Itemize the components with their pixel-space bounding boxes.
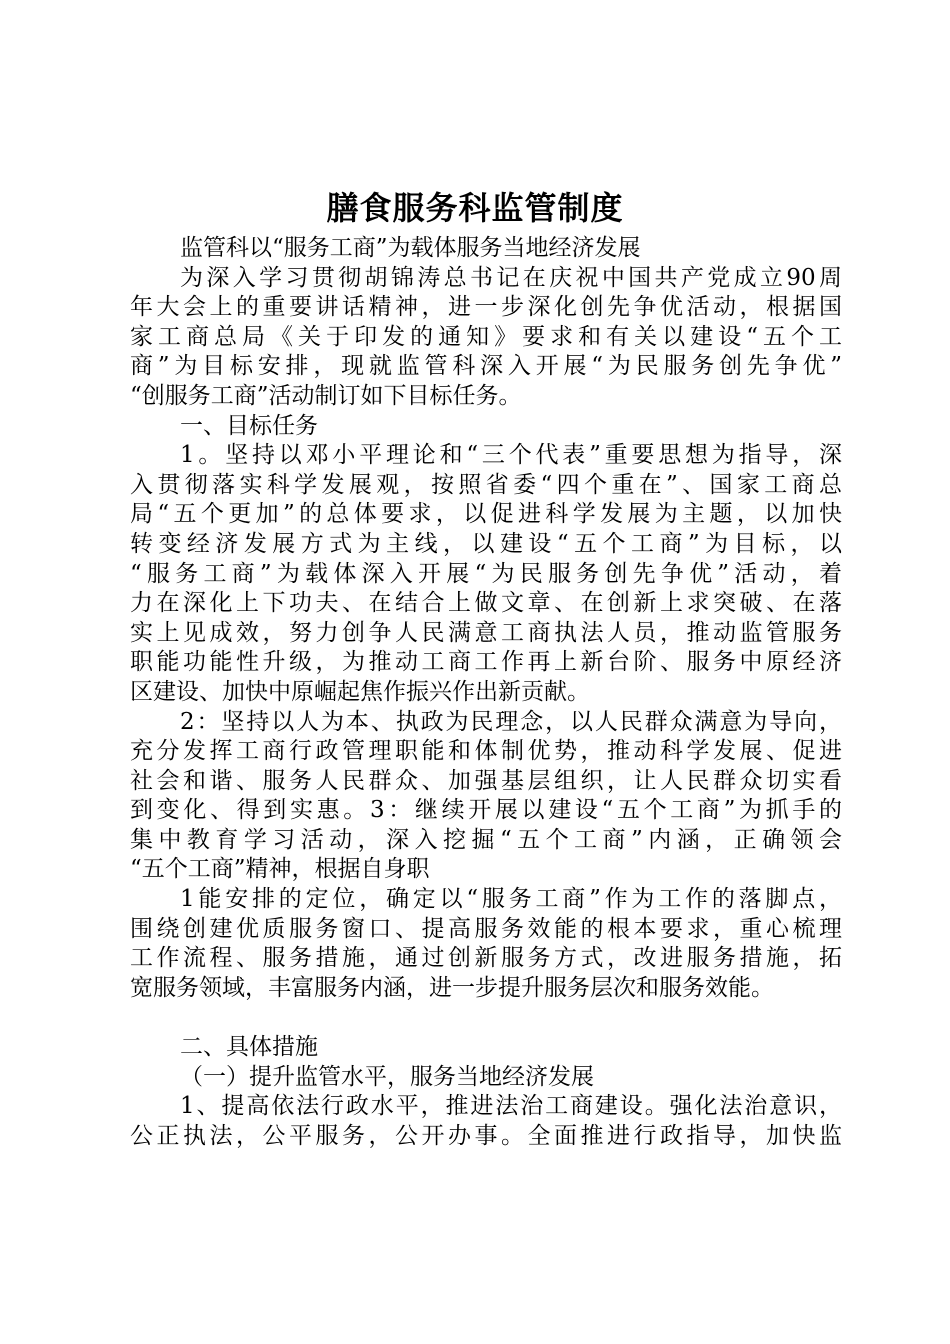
paragraph-line: 宽服务领域，丰富服务内涵，进一步提升服务层次和服务效能。 xyxy=(130,974,774,1001)
paragraph-line: 为深入学习贯彻胡锦涛总书记在庆祝中国共产党成立90周 xyxy=(180,264,842,291)
subtitle-line: 监管科以“服务工商”为载体服务当地经济发展 xyxy=(180,235,641,261)
paragraph-line: 1、提高依法行政水平，推进法治工商建设。强化法治意识， xyxy=(180,1093,842,1120)
paragraph-line: “五个工商”精神，根据自身职 xyxy=(130,856,430,883)
subsection-heading: （一）提升监管水平，服务当地经济发展 xyxy=(180,1063,594,1090)
paragraph-line: 实上见成效，努力创争人民满意工商执法人员，推动监管服务 xyxy=(130,619,842,646)
paragraph-line: 社会和谐、服务人民群众、加强基层组织，让人民群众切实看 xyxy=(130,767,842,794)
paragraph-line: “服务工商”为载体深入开展“为民服务创先争优”活动，着 xyxy=(130,560,842,587)
paragraph-line: 区建设、加快中原崛起焦作振兴作出新贡献。 xyxy=(130,678,590,705)
paragraph-line: 到变化、得到实惠。3：继续开展以建设“五个工商”为抓手的 xyxy=(130,797,842,824)
paragraph-line: 转变经济发展方式为主线，以建设“五个工商”为目标，以 xyxy=(130,530,842,557)
paragraph-line: 力在深化上下功夫、在结合上做文章、在创新上求突破、在落 xyxy=(130,590,842,617)
paragraph-line: 年大会上的重要讲话精神，进一步深化创先争优活动，根据国 xyxy=(130,294,842,321)
document-body xyxy=(130,234,842,1151)
paragraph-line: 局“五个更加”的总体要求，以促进科学发展为主题，以加快 xyxy=(130,501,842,528)
paragraph-line: 充分发挥工商行政管理职能和体制优势，推动科学发展、促进 xyxy=(130,738,842,765)
paragraph-line: 入贯彻落实科学发展观，按照省委“四个重在”、国家工商总 xyxy=(130,471,842,498)
blank-line xyxy=(130,1003,842,1033)
paragraph-line: “创服务工商”活动制订如下目标任务。 xyxy=(130,382,522,409)
paragraph-line: 公正执法，公平服务，公开办事。全面推进行政指导，加快监 xyxy=(130,1122,842,1149)
paragraph-line: 2：坚持以人为本、执政为民理念，以人民群众满意为导向， xyxy=(180,708,842,735)
paragraph-line: 围绕创建优质服务窗口、提高服务效能的根本要求，重心梳理 xyxy=(130,915,842,942)
paragraph-line: 家工商总局《关于印发的通知》要求和有关以建设“五个工 xyxy=(130,323,842,350)
document-title: 膳食服务科监管制度 xyxy=(326,189,624,227)
paragraph-line: 1能安排的定位，确定以“服务工商”作为工作的落脚点， xyxy=(180,886,842,913)
paragraph-line: 工作流程、服务措施，通过创新服务方式，改进服务措施，拓 xyxy=(130,945,842,972)
section-heading: 二、具体措施 xyxy=(180,1034,318,1061)
paragraph-line: 1。坚持以邓小平理论和“三个代表”重要思想为指导，深 xyxy=(180,442,842,469)
section-heading: 一、目标任务 xyxy=(180,412,318,439)
paragraph-line: 商”为目标安排，现就监管科深入开展“为民服务创先争优” xyxy=(130,353,842,380)
paragraph-line: 职能功能性升级，为推动工商工作再上新台阶、服务中原经济 xyxy=(130,649,842,676)
paragraph-line: 集中教育学习活动，深入挖掘“五个工商”内涵，正确领会 xyxy=(130,826,842,853)
